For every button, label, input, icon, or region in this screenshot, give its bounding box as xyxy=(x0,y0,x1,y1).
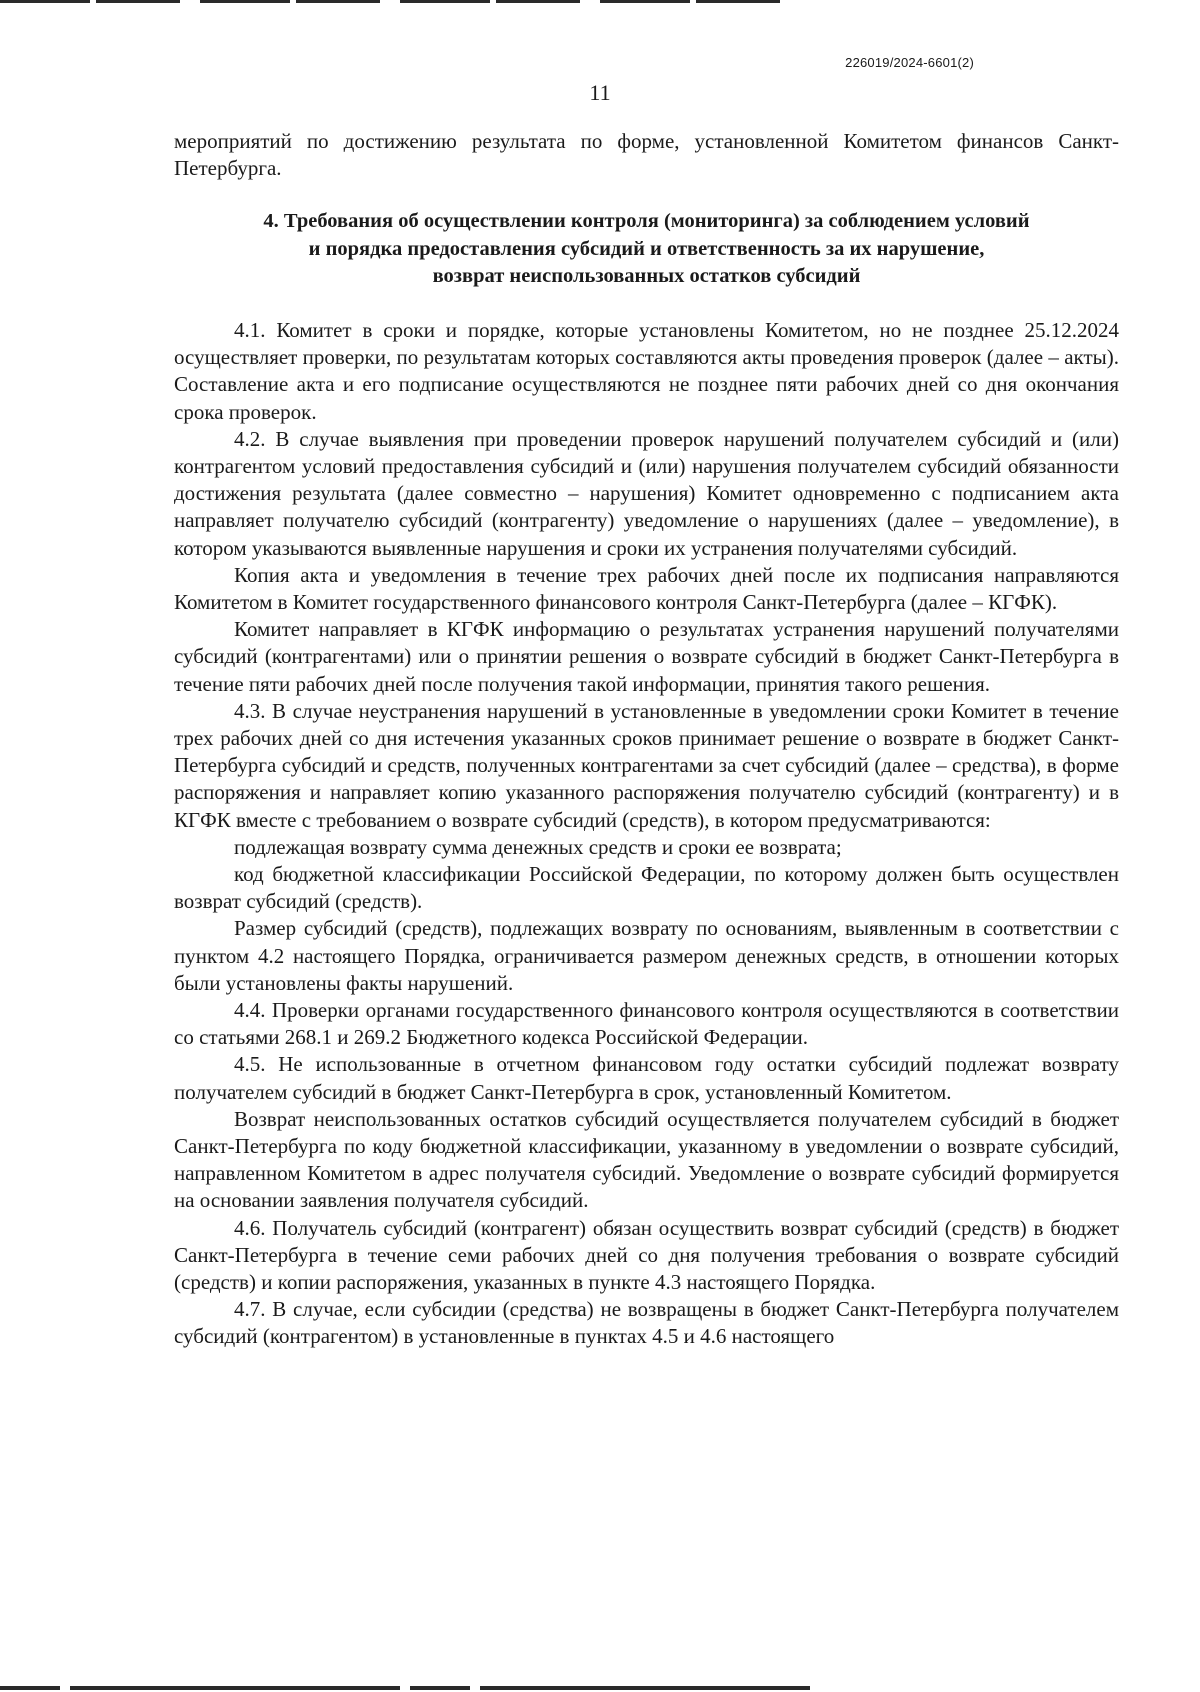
intro-paragraph: мероприятий по достижению результата по форме, установленной Комитетом финансов Санкт-Петербурга. xyxy=(174,129,1119,181)
list-item: код бюджетной классификации Российской Федерации, по которому должен быть осуществлен возврат субсидий (средств). xyxy=(174,861,1119,914)
paragraph: Комитет направляет в КГФК информацию о результатах устранения нарушений получателями субсидий (контрагентами) или о принятии решения о возврате субсидий в бюджет Санкт-Петербурга в течение пяти рабочих дней после получения такой информации, принятия такого решения. xyxy=(174,617,1119,696)
paragraph-4-6: 4.6. Получатель субсидий (контрагент) обязан осуществить возврат субсидий (средств) в бюджет Санкт-Петербурга в течение семи рабочих дней со дня получения требования о возврате субсидий (средств) и копии распоряжения, указанных в пункте 4.3 настоящего Порядка. xyxy=(174,1215,1119,1295)
paragraph: Возврат неиспользованных остатков субсидий осуществляется получателем субсидий в бюджет Санкт-Петербурга по коду бюджетной классификации, указанному в уведомлении о возврате субсидий, направленном Комитетом в адрес получателя субсидий. Уведомление о возврате субсидий формируется на основании заявления получателя субсидий. xyxy=(174,1106,1119,1213)
paragraph-4-1: 4.1. Комитет в сроки и порядке, которые установлены Комитетом, но не позднее 25.12.2024 осуществляет проверки, по результатам которых составляются акты проведения проверок (далее – акты). Составление акта и его подписание осуществляются не позднее пяти рабочих дней со дня окончания срока проверок. xyxy=(174,317,1119,424)
paragraph: Копия акта и уведомления в течение трех рабочих дней после их подписания направляются Комитетом в Комитет государственного финансового контроля Санкт-Петербурга (далее – КГФК). xyxy=(174,562,1119,614)
scan-edge-top xyxy=(0,0,800,3)
section-title xyxy=(174,208,1119,291)
list-item: подлежащая возврату сумма денежных средств и сроки ее возврата; xyxy=(234,834,842,859)
section-title-line: возврат неиспользованных остатков субсидий xyxy=(432,265,861,288)
paragraph-4-2: 4.2. В случае выявления при проведении проверок нарушений получателем субсидий и (или) контрагентом условий предоставления субсидий и (или) нарушения получателем субсидий обязанности достижения результата (далее совместно – нарушения) Комитет одновременно с подписанием акта направляет получателю субсидий (контрагенту) уведомление о нарушениях (далее – уведомление), в котором указываются выявленные нарушения и сроки их устранения получателями субсидий. xyxy=(174,426,1119,560)
section-title-line: 4. Требования об осуществлении контроля (мониторинга) за соблюдением условий xyxy=(263,210,1030,233)
paragraph-4-4: 4.4. Проверки органами государственного финансового контроля осуществляются в соответствии со статьями 268.1 и 269.2 Бюджетного кодекса Российской Федерации. xyxy=(174,997,1119,1050)
paragraph-4-3: 4.3. В случае неустранения нарушений в установленные в уведомлении сроки Комитет в течение трех рабочих дней со дня истечения указанных сроков принимает решение о возврате в бюджет Санкт-Петербурга субсидий и средств, полученных контрагентами за счет субсидий (далее – средства), в форме распоряжения и направляет копию указанного распоряжения получателю субсидий (контрагенту) и в КГФК вместе с требованием о возврате субсидий (средств), в котором предусматриваются: xyxy=(174,698,1119,832)
paragraph-4-5: 4.5. Не использованные в отчетном финансовом году остатки субсидий подлежат возврату получателем субсидий в бюджет Санкт-Петербурга в срок, установленный Комитетом. xyxy=(174,1052,1119,1104)
document-number: 226019/2024-6601(2) xyxy=(845,55,974,70)
paragraph: Размер субсидий (средств), подлежащих возврату по основаниям, выявленным в соответствии с пунктом 4.2 настоящего Порядка, ограничивается размером денежных средств, в отношении которых были установлены факты нарушений. xyxy=(174,916,1119,995)
scan-edge-bottom xyxy=(0,1686,820,1690)
paragraph-4-7: 4.7. В случае, если субсидии (средства) не возвращены в бюджет Санкт-Петербурга получателем субсидий (контрагентом) в установленные в пунктах 4.5 и 4.6 настоящего xyxy=(174,1297,1119,1349)
section-title-line: и порядка предоставления субсидий и ответственность за их нарушение, xyxy=(308,237,985,260)
page-number: 11 xyxy=(589,80,611,105)
document-body xyxy=(174,128,1119,1351)
